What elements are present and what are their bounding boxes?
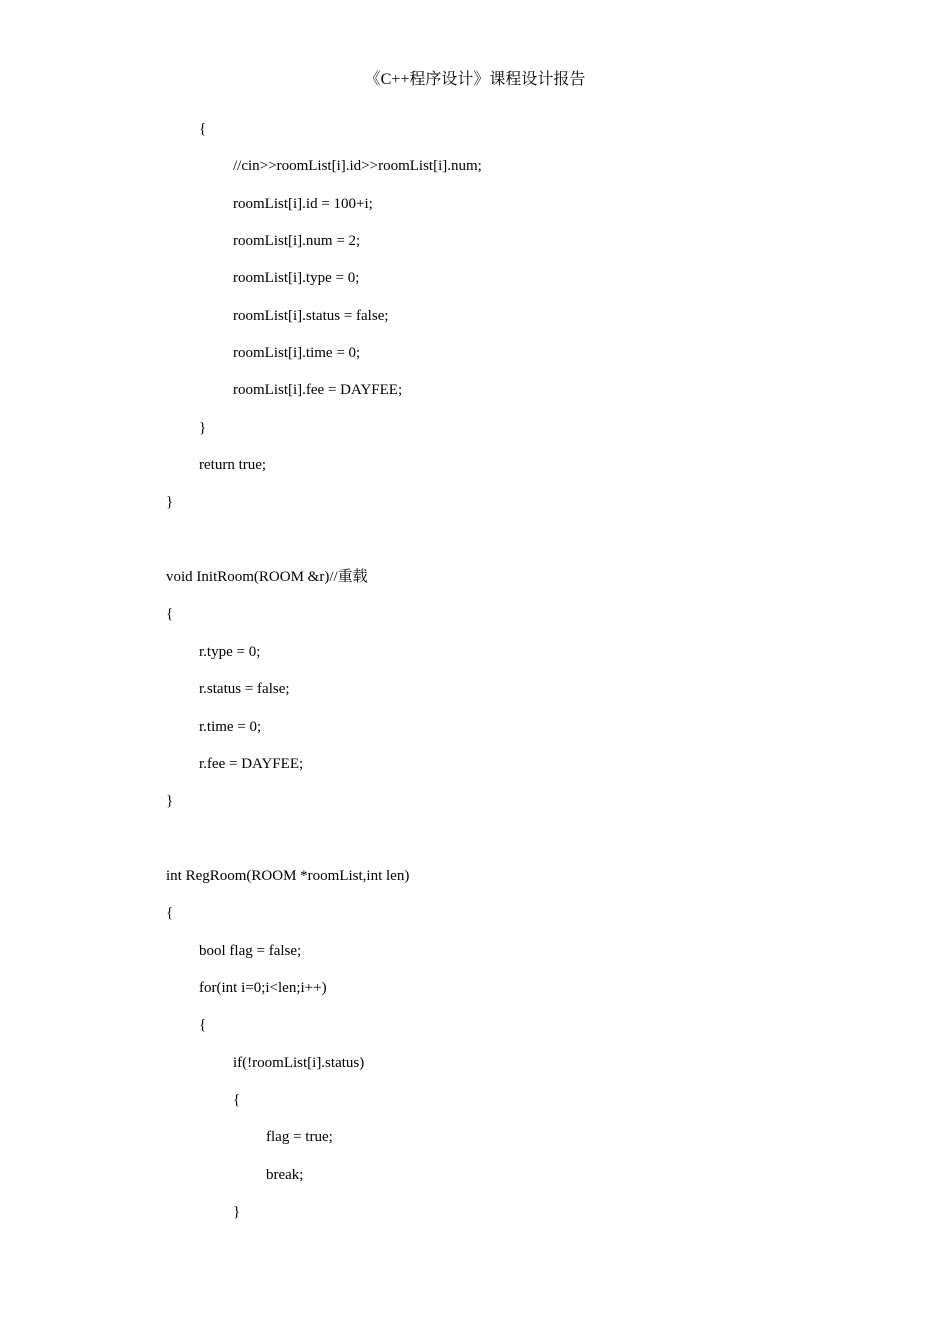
- code-line: }: [199, 419, 207, 436]
- code-line: }: [233, 1203, 241, 1220]
- code-line: roomList[i].status = false;: [233, 307, 389, 324]
- code-line: {: [199, 1017, 207, 1034]
- code-line: r.fee = DAYFEE;: [199, 755, 304, 772]
- code-line: void InitRoom(ROOM &r)//重载: [166, 569, 368, 586]
- code-listing: [166, 117, 886, 1237]
- code-line: bool flag = false;: [199, 942, 302, 959]
- code-line: r.type = 0;: [199, 643, 261, 660]
- code-line: {: [233, 1091, 241, 1108]
- code-line: roomList[i].time = 0;: [233, 345, 361, 362]
- code-line: r.status = false;: [199, 681, 290, 698]
- code-line: roomList[i].id = 100+i;: [233, 195, 373, 212]
- code-line: {: [199, 121, 207, 137]
- code-line: //cin>>roomList[i].id>>roomList[i].num;: [233, 158, 482, 175]
- code-line: }: [166, 494, 174, 511]
- code-line: flag = true;: [266, 1129, 333, 1146]
- code-line: [166, 528, 886, 565]
- code-line: int RegRoom(ROOM *roomList,int len): [166, 867, 410, 884]
- code-line: {: [166, 606, 174, 623]
- code-line: r.time = 0;: [199, 718, 262, 735]
- page-header: [0, 68, 950, 92]
- code-line: break;: [266, 1166, 304, 1183]
- code-line: roomList[i].num = 2;: [233, 233, 361, 250]
- code-line: roomList[i].type = 0;: [233, 270, 360, 287]
- code-line: for(int i=0;i<len;i++): [199, 979, 327, 996]
- code-line: [166, 827, 886, 864]
- code-line: return true;: [199, 457, 267, 474]
- code-line: }: [166, 793, 174, 810]
- report-title: 《C++程序设计》课程设计报告: [364, 71, 586, 88]
- code-line: roomList[i].fee = DAYFEE;: [233, 382, 403, 399]
- code-line: if(!roomList[i].status): [233, 1054, 365, 1071]
- code-line: {: [166, 905, 174, 922]
